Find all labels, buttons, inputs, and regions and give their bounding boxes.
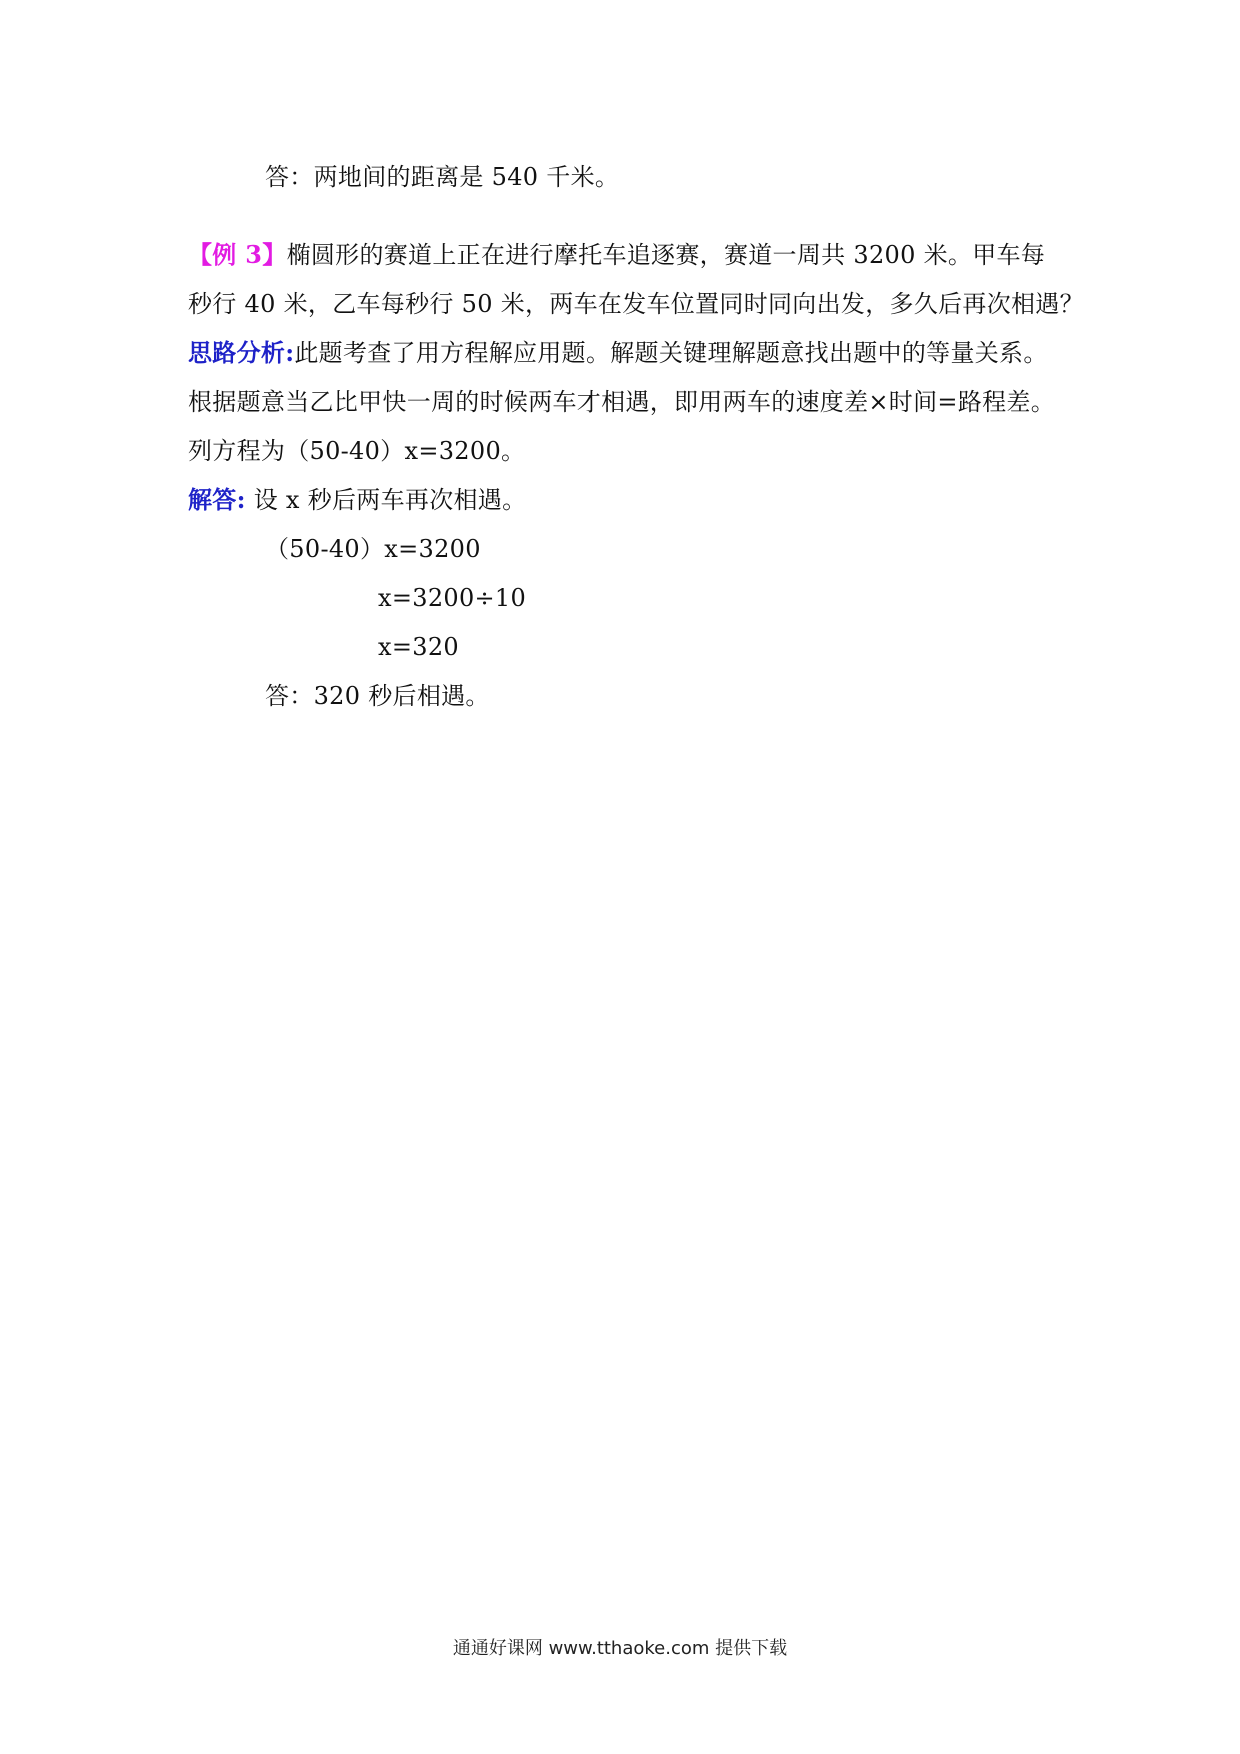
equation-step-1: （50-40）x=3200 bbox=[265, 535, 481, 563]
equation-step-2: x=3200÷10 bbox=[378, 584, 527, 612]
analysis-text-2: 根据题意当乙比甲快一周的时候两车才相遇，即用两车的速度差×时间=路程差。 bbox=[188, 388, 1056, 416]
previous-answer: 答：两地间的距离是 540 千米。 bbox=[265, 163, 620, 191]
solution-line bbox=[188, 483, 526, 517]
example-tag: 【例 3】 bbox=[188, 240, 287, 269]
analysis-text-1: 此题考查了用方程解应用题。解题关键理解题意找出题中的等量关系。 bbox=[294, 339, 1048, 367]
final-answer: 答：320 秒后相遇。 bbox=[265, 682, 490, 710]
page-footer: 通通好课网 www.tthaoke.com 提供下载 bbox=[452, 1638, 788, 1659]
example-text-2: 秒行 40 米，乙车每秒行 50 米，两车在发车位置同时同向出发，多久后再次相遇？ bbox=[188, 290, 1084, 318]
example-text-1: 椭圆形的赛道上正在进行摩托车追逐赛，赛道一周共 3200 米。甲车每 bbox=[286, 241, 1046, 269]
solution-intro: 设 x 秒后两车再次相遇。 bbox=[253, 486, 527, 514]
example-line-1 bbox=[188, 238, 1045, 272]
analysis-line-1 bbox=[188, 336, 1048, 370]
solution-label: 解答: bbox=[188, 485, 246, 514]
equation-step-3: x=320 bbox=[378, 633, 459, 661]
analysis-label: 思路分析: bbox=[188, 338, 295, 367]
analysis-text-3: 列方程为（50-40）x=3200。 bbox=[188, 437, 526, 465]
